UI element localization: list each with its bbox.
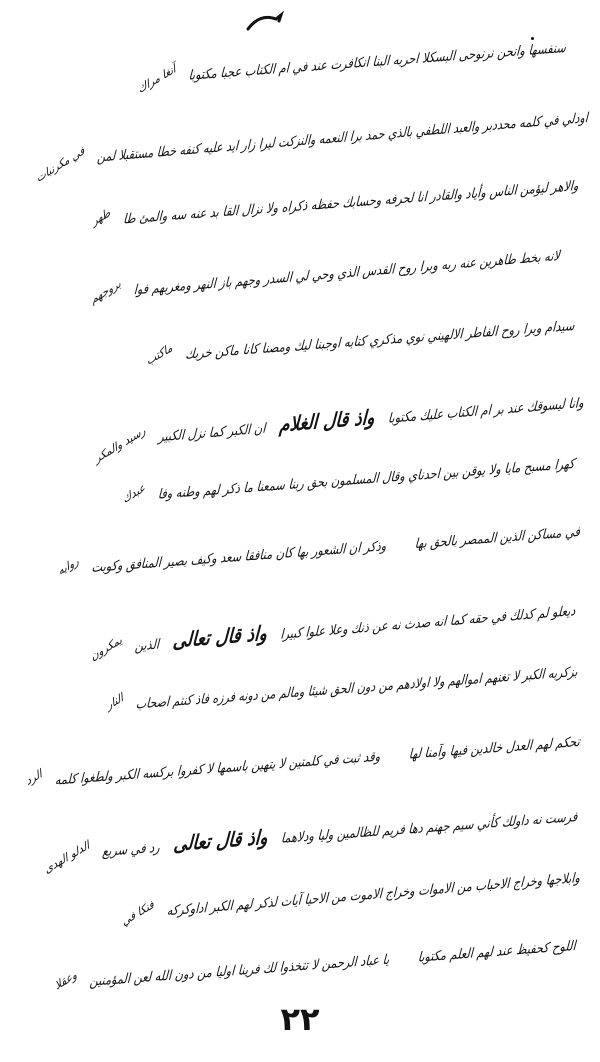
line-tail-text: الدلو الهدى (43, 837, 92, 877)
line-tail-text: رسيد والمكر (93, 423, 147, 466)
line-text: بزكربه الكبر لا تغنهم اموالهم ولا اولادهم من دون الحق شيئا ومالم من دونه فرزه فاذ كنتم اصحاب (135, 663, 579, 713)
line-text: وانا ليسوقك عند بر ام الكتاب عليك مكتوبا (387, 394, 585, 427)
line-tail-text: الرد (24, 766, 44, 788)
line-tail-text: فنكا في (120, 897, 156, 929)
manuscript-line (24, 733, 581, 790)
line-text: وذكر ان الشعور بها كان منافقا سعد وكيف بصير المنافق وكوبت (91, 538, 387, 576)
line-text: ديعلو لم كدلك في حقه كما انه صدث نه عن ذنك وعلا علوا كبيرا (280, 602, 577, 643)
manuscript-line (120, 455, 575, 506)
manuscript-line (105, 663, 579, 714)
line-text: يا عباد الرحمن لا تتخذوا لك فرينا اوليا من دون الله لعن المؤمنين (89, 951, 391, 990)
ink-flourish (246, 10, 284, 38)
manuscript-line (43, 804, 579, 877)
line-text: في مساكن الذين الممصر بالحق بها (414, 523, 581, 553)
line-tail-text: روايه (56, 553, 81, 578)
manuscript-line (90, 177, 579, 229)
line-text: اللوح كحفيظ عند لهم العلم مكتوبا (417, 937, 577, 966)
line-tail-text: النار (105, 690, 126, 713)
line-tail-text: عبدك (120, 480, 146, 506)
manuscript-line (89, 247, 561, 307)
line-tail-text: ماكتب (144, 340, 174, 368)
line-tail-text: في مكرنبات (34, 143, 86, 185)
line-text: سنفسها وانحن نرنوحى البسكلا احربه البنا انكافرت عند في ام الكتاب عجبا مكتوبا (188, 39, 567, 84)
quran-quote: واذ قال الغلام (278, 404, 376, 437)
line-tail-text: طهر (90, 205, 112, 229)
line-text: اودلي في كلمه محددبر والعبد اللطفي بالذي حمد برا النعمه والنزكت ليرا زار ايد عليه كنفه خطا مستقبلا لمن (96, 109, 589, 166)
manuscript-line (136, 39, 567, 96)
line-tail-text: وعقلا (53, 967, 79, 993)
line-text: فرست نه داولك كأني سيم جهنم دها فريم للظالمين وليا ودلاهما (280, 808, 579, 847)
line-tail-text: يمكرون (89, 632, 124, 664)
manuscript-line (56, 523, 581, 578)
line-text: تحكم لهم العدل خالدين فيها وآمنا لها (408, 733, 581, 763)
line-text: والاهر ليؤمن الناس وأياد والقادر انا لحرفه وحسابك حفظه ذكراه ولا نزال القا بد عنه سه والمئ طا (122, 177, 579, 228)
line-tail-text: بروجهم (89, 276, 123, 307)
line-text: وقد ثبت في كلمتين لا يتهين باسمها لا كفروا بركسه الكبر ولطغوا كلمه (54, 748, 381, 789)
manuscript-line (120, 869, 581, 929)
line-text: سيدام وبرا روح الفاطر الالهيني نوي مذكري كتابه اوجبنا ليك ومصنا كانا ماكن خربك (184, 317, 575, 363)
page-number: ٢٢ (280, 1000, 320, 1038)
quran-quote: واذ قال تعالى (173, 824, 269, 856)
line-text: لانه بخط طاهرين عنه ربه وبرا روح القدس الذي وحي لي السدر وجهم باز النهر ومغربهم فوا (133, 247, 561, 299)
manuscript-line (144, 317, 575, 368)
line-text: رد في سريع (102, 839, 161, 860)
manuscript-line (53, 937, 577, 993)
manuscript-line (34, 109, 589, 185)
ink-dot (531, 37, 534, 40)
line-tail-text: آنغا مراك (136, 61, 178, 96)
manuscript-line (89, 598, 577, 664)
manuscript-line (93, 390, 585, 466)
quran-quote: واذ قال تعالى (172, 620, 269, 653)
line-text: الذين (134, 636, 161, 655)
line-text: وابلاجها وخراج الاحباب من الاموات وخراج الاموت من الاحيا آيات لذكر لهم الكبر اداوكركه (166, 869, 581, 920)
line-text: ان الكبر كما نزل الكبير (158, 420, 267, 446)
line-text: كهرا مسبح مايا ولا يوقن بين احدناي وقال المسلمون بحق ربنا سمعنا ما ذكر لهم وطنه وفا (156, 455, 575, 503)
